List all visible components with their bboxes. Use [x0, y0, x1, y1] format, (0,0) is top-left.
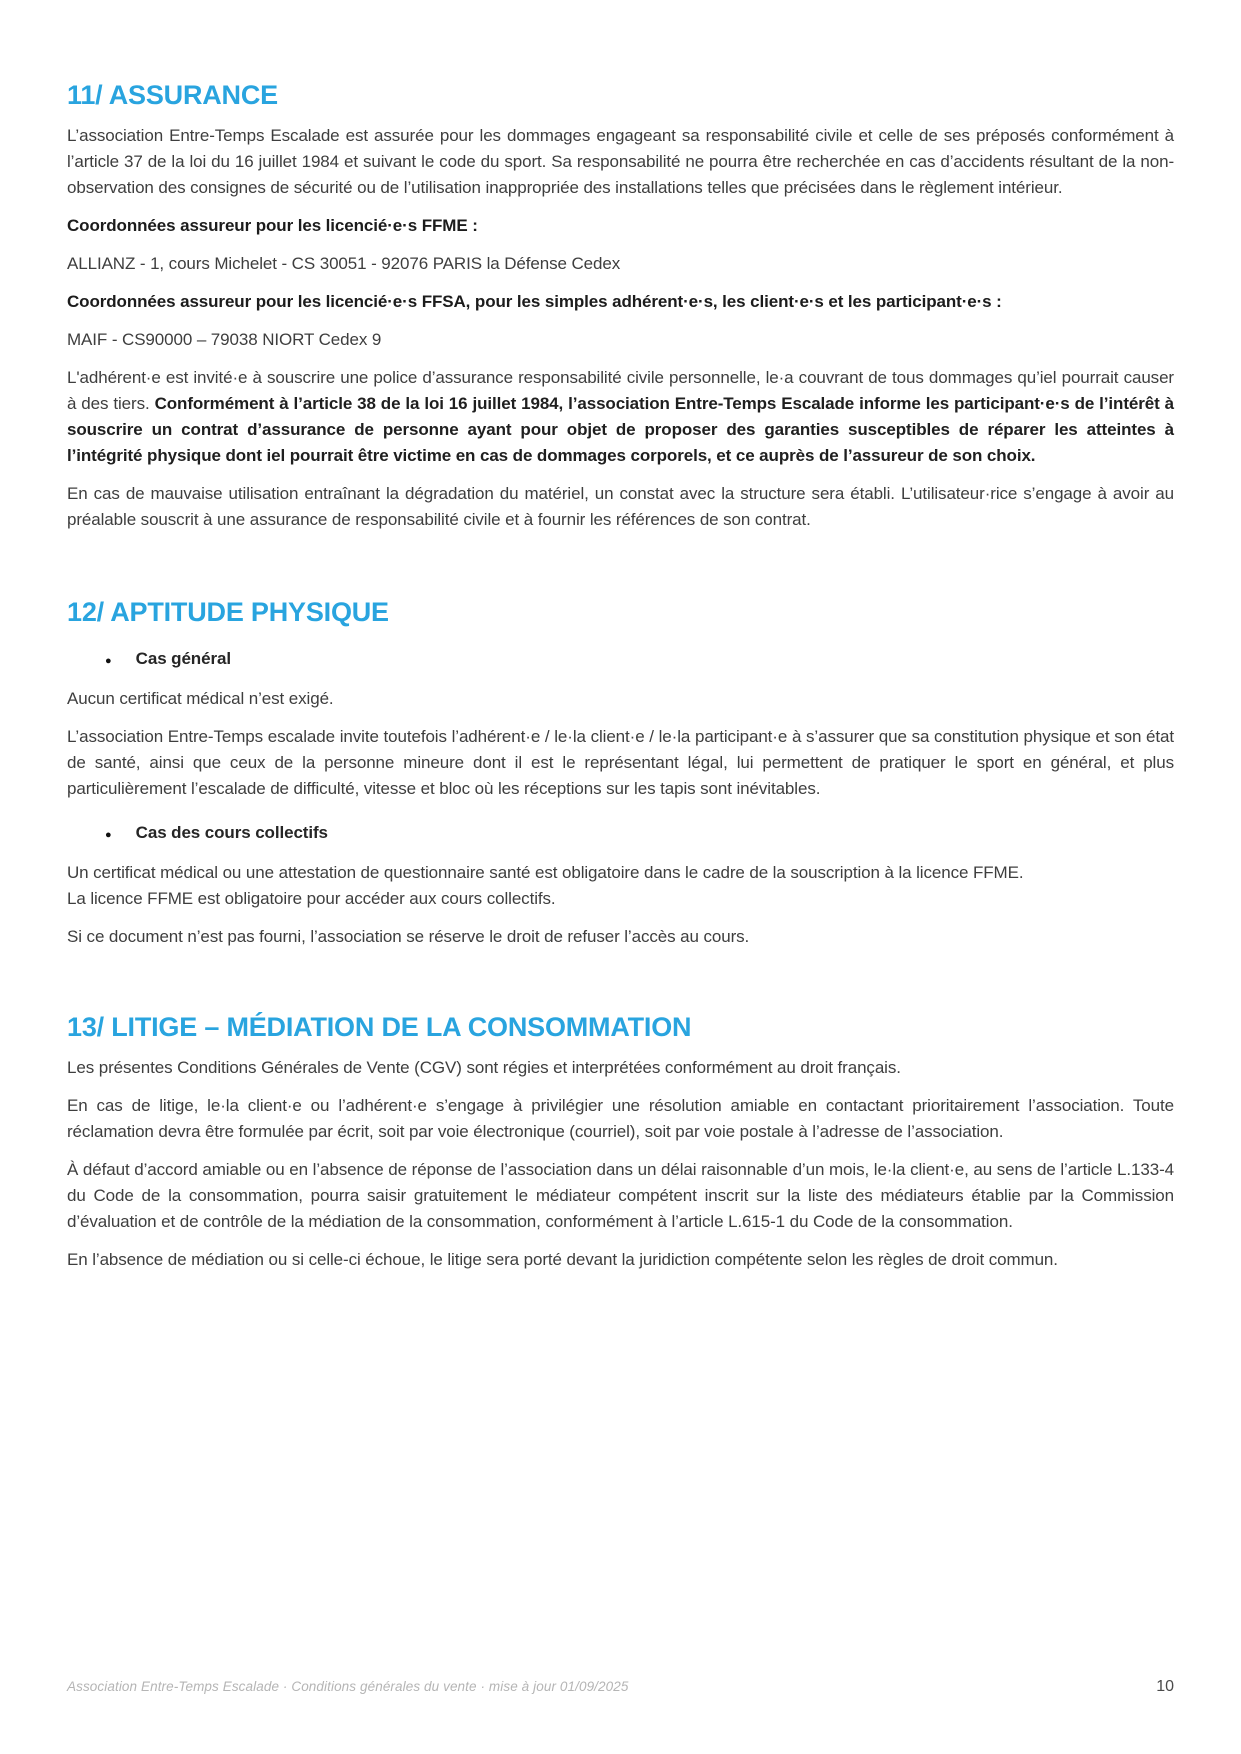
section-title-litige: 13/ LITIGE – MÉDIATION DE LA CONSOMMATION — [67, 1012, 692, 1043]
paragraph-constitution-physique: L’association Entre-Temps escalade invite toutefois l’adhérent·e / le·la client·e / le·la participant·e à s’assurer que sa constitution physique et son état de santé, ainsi que ceux de la personne mineure dont il est le représentant légal, lui permettent de pratiquer le sport en général, et plus particulièrement l’escalade de difficulté, vitesse et bloc où les réceptions sur les tapis sont inévitables. — [67, 727, 1174, 799]
label-assureur-ffme: Coordonnées assureur pour les licencié·e·s FFME : — [67, 216, 478, 236]
paragraph-juridiction-competente: En l’absence de médiation ou si celle-ci échoue, le litige sera porté devant la juridiction compétente selon les règles de droit commun. — [67, 1250, 1058, 1270]
paragraph-mauvaise-utilisation: En cas de mauvaise utilisation entraînant la dégradation du matériel, un constat avec la structure sera établi. L’utilisateur·rice s’engage à avoir au préalable souscrit à une assurance de responsabilité civile et à fournir les références de son contrat. — [67, 484, 1174, 530]
paragraph-run-bold: Conformément à l’article 38 de la loi 16 juillet 1984, l’association Entre-Temps Escalade informe les participant·e·s de l’intérêt à souscrire un contrat d’assurance de personne ayant pour objet de proposer des garanties susceptibles de réparer les atteintes à l’intégrité physique dont iel pourrait être victime en cas de dommages corporels, et ce auprès de l’assureur de son choix. — [67, 394, 1174, 466]
paragraph-allianz-address: ALLIANZ - 1, cours Michelet - CS 30051 - 92076 PARIS la Défense Cedex — [67, 254, 621, 274]
section-title-aptitude: 12/ APTITUDE PHYSIQUE — [67, 597, 389, 628]
section-aptitude-physique — [67, 597, 1174, 950]
paragraph-resolution-amiable: En cas de litige, le·la client·e ou l’adhérent·e s’engage à privilégier une résolution amiable en contactant prioritairement l’association. Toute réclamation devra être formulée par écrit, soit par voie électronique (courriel), soit par voie postale à l’adresse de l’association. — [67, 1096, 1174, 1142]
section-litige-mediation — [67, 1012, 1174, 1273]
paragraph-run-normal: L'adhérent·e est invité·e à souscrire une police d’assurance responsabilité civile personnelle, le·a couvrant de tous dommages qu’iel pourrait causer à des tiers. — [67, 368, 1174, 414]
paragraph-assurance-intro: L’association Entre-Temps Escalade est assurée pour les dommages engageant sa responsabilité civile et celle de ses préposés conformément à l’article 37 de la loi du 16 juillet 1984 et suivant le code du sport. Sa responsabilité ne pourra être recherchée en cas d’accidents résultant de la non-observation des consignes de sécurité ou de l’utilisation inappropriée des installations telles que précisées dans le règlement intérieur. — [67, 126, 1174, 198]
paragraph-cgv-droit-francais: Les présentes Conditions Générales de Vente (CGV) sont régies et interprétées conformément au droit français. — [67, 1058, 901, 1078]
list-item-cas-general — [67, 646, 1174, 674]
section-assurance — [67, 80, 1174, 533]
paragraph-aucun-certificat: Aucun certificat médical n’est exigé. — [67, 689, 334, 709]
page-number: 10 — [1156, 1678, 1174, 1695]
footer-document-info: Association Entre-Temps Escalade · Conditions générales du vente · mise à jour 01/09/2025 — [67, 1679, 629, 1694]
bullet-icon — [105, 648, 112, 674]
section-title-assurance: 11/ ASSURANCE — [67, 80, 278, 110]
paragraph-licence-ffme: La licence FFME est obligatoire pour accéder aux cours collectifs. — [67, 889, 556, 909]
label-assureur-ffsa: Coordonnées assureur pour les licencié·e·s FFSA, pour les simples adhérent·e·s, les client·e·s et les participant·e·s : — [67, 292, 1002, 312]
paragraph-mediateur-consommation: À défaut d’accord amiable ou en l’absence de réponse de l’association dans un délai raisonnable d’un mois, le·la client·e, au sens de l’article L.133-4 du Code de la consommation, pourra saisir gratuitement le médiateur compétent inscrit sur la liste des médiateurs établie par la Commission d’évaluation et de contrôle de la médiation de la consommation, conformément à l’article L.615-1 du Code de la consommation. — [67, 1160, 1174, 1232]
paragraph-assurance-personnelle — [67, 365, 1174, 469]
bullet-icon — [105, 822, 112, 848]
list-item-label: Cas général — [135, 649, 231, 669]
page-footer — [67, 1678, 1174, 1696]
paragraph-document-non-fourni: Si ce document n’est pas fourni, l’association se réserve le droit de refuser l’accès au cours. — [67, 927, 750, 947]
paragraph-certificat-obligatoire: Un certificat médical ou une attestation de questionnaire santé est obligatoire dans le cadre de la souscription à la licence FFME. — [67, 863, 1024, 883]
paragraph-maif-address: MAIF - CS90000 – 79038 NIORT Cedex 9 — [67, 330, 382, 350]
list-item-label: Cas des cours collectifs — [135, 823, 328, 843]
list-item-cours-collectifs — [67, 820, 1174, 848]
